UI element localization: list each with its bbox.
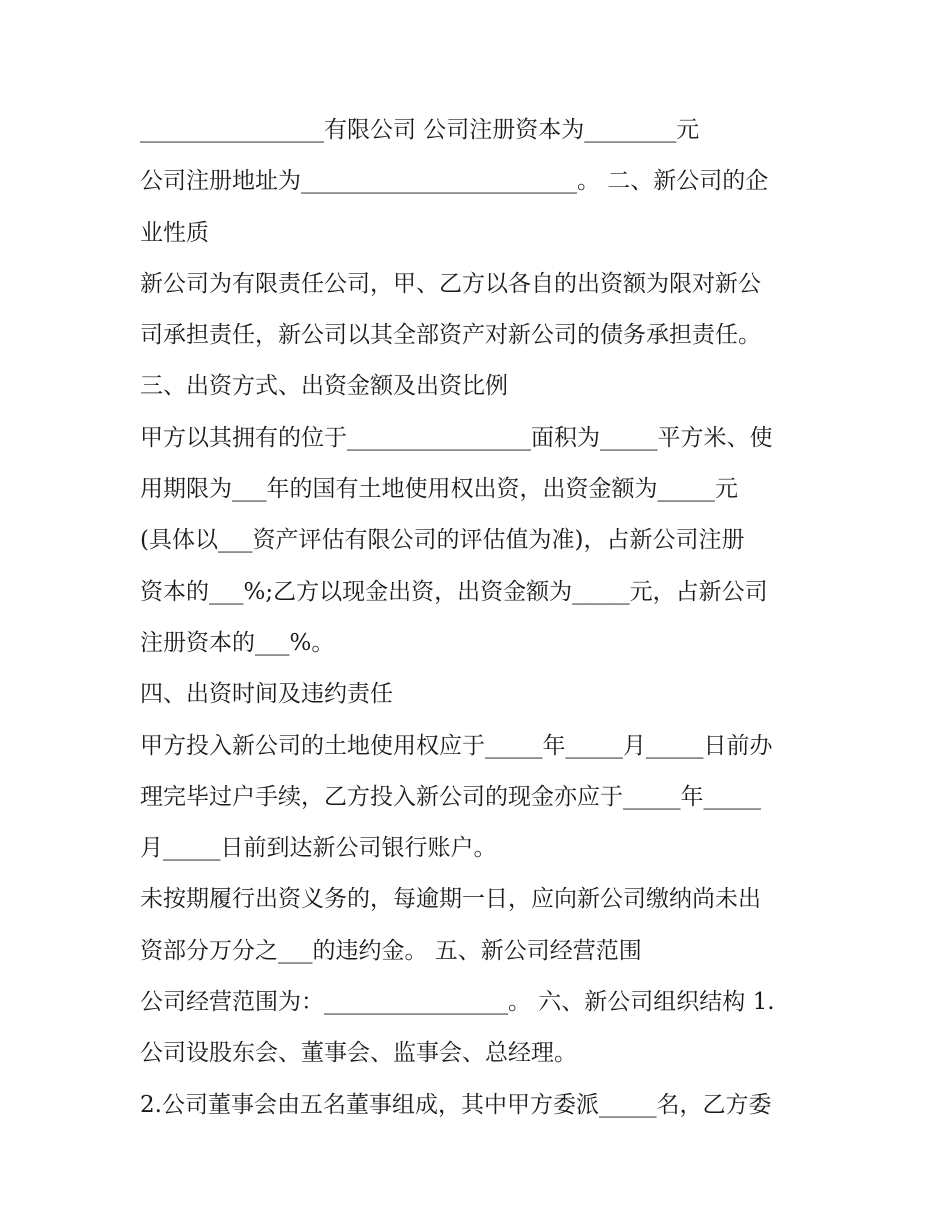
text-line-14: 理完毕过户手续，乙方投入新公司的现金亦应于_____年_____ — [140, 783, 761, 810]
document-body — [140, 108, 820, 1134]
text-line-3: 业性质 — [140, 219, 209, 246]
text-line-18: 公司经营范围为：________________。 六、新公司组织结构 1. — [140, 989, 775, 1016]
text-line-9: (具体以___资产评估有限公司的评估值为准)，占新公司注册 — [140, 527, 745, 554]
text-line-2: 公司注册地址为________________________。 二、新公司的企 — [140, 168, 769, 195]
text-line-16: 未按期履行出资义务的，每逾期一日，应向新公司缴纳尚未出 — [140, 886, 761, 913]
text-line-11: 注册资本的___%。 — [140, 629, 335, 656]
text-line-1: ________________有限公司 公司注册资本为________元 — [140, 117, 700, 143]
text-line-8: 用期限为___年的国有土地使用权出资，出资金额为_____元 — [140, 476, 738, 503]
text-line-4: 新公司为有限责任公司，甲、乙方以各自的出资额为限对新公 — [140, 270, 761, 297]
text-line-7: 甲方以其拥有的位于________________面积为_____平方米、使 — [140, 424, 773, 451]
text-line-19: 公司设股东会、董事会、监事会、总经理。 — [140, 1040, 577, 1067]
text-line-13: 甲方投入新公司的土地使用权应于_____年_____月_____日前办 — [140, 732, 773, 759]
section-heading-4: 四、出资时间及违约责任 — [140, 681, 393, 708]
text-line-5: 司承担责任，新公司以其全部资产对新公司的债务承担责任。 — [140, 322, 761, 349]
section-heading-3: 三、出资方式、出资金额及出资比例 — [140, 373, 508, 400]
text-line-17: 资部分万分之___的违约金。 五、新公司经营范围 — [140, 937, 642, 964]
text-line-20: 2.公司董事会由五名董事组成，其中甲方委派_____名，乙方委 — [140, 1091, 772, 1118]
text-line-10: 资本的___%;乙方以现金出资，出资金额为_____元，占新公司 — [140, 578, 768, 605]
text-line-15: 月_____日前到达新公司银行账户。 — [140, 835, 497, 862]
